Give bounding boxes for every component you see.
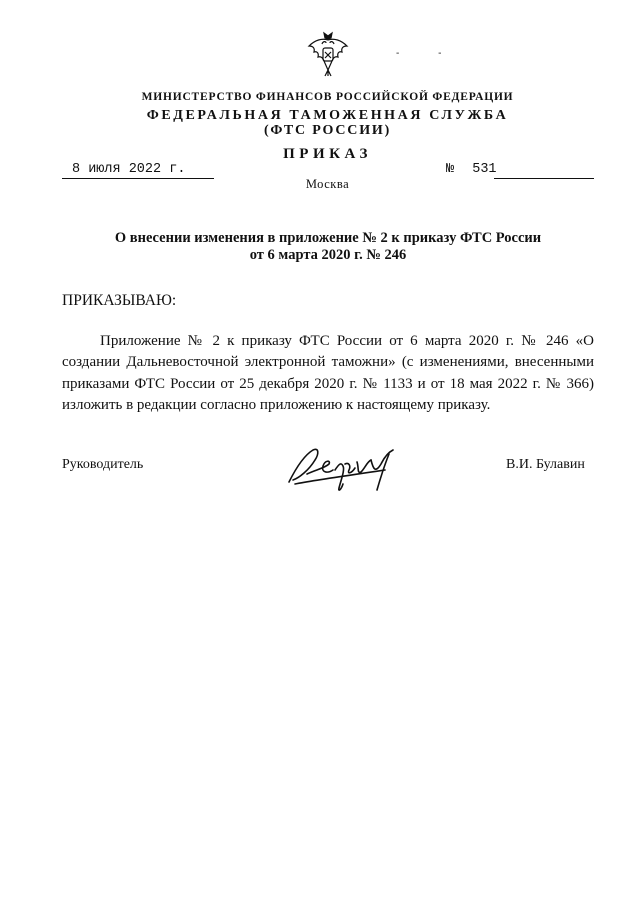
top-mark: - -	[396, 48, 460, 59]
coat-of-arms-icon	[305, 30, 351, 78]
order-number	[446, 161, 594, 178]
city: Москва	[305, 177, 350, 191]
order-date: 8 июля 2022 г.	[62, 161, 214, 179]
service-abbreviation: (ФТС РОССИИ)	[263, 123, 392, 138]
signatory-position: Руководитель	[62, 457, 144, 472]
title-line-2: от 6 марта 2020 г. № 246	[249, 247, 407, 263]
number-value: 531	[472, 162, 497, 177]
service-name: ФЕДЕРАЛЬНАЯ ТАМОЖЕННАЯ СЛУЖБА	[146, 108, 509, 123]
title-line-1: О внесении изменения в приложение № 2 к приказу ФТС России	[114, 230, 542, 246]
signature-icon	[285, 440, 405, 498]
order-paragraph: Приложение № 2 к приказу ФТС России от 6 марта 2020 г. № 246 «О создании Дальневосточной электронной таможни» (с изменениями, внесенными приказами ФТС России от 25 декабря 2020 г. № 1133 и от 18 мая 2022 г. № 366) изложить в редакции согласно приложению к настоящему приказу.	[62, 333, 594, 413]
signatory-name: В.И. Булавин	[506, 457, 585, 472]
document-type: ПРИКАЗ	[283, 146, 372, 162]
number-label: №	[446, 162, 455, 177]
ministry-name: МИНИСТЕРСТВО ФИНАНСОВ РОССИЙСКОЙ ФЕДЕРАЦИИ	[141, 91, 514, 103]
order-title	[82, 230, 574, 264]
order-word: ПРИКАЗЫВАЮ:	[62, 292, 177, 309]
